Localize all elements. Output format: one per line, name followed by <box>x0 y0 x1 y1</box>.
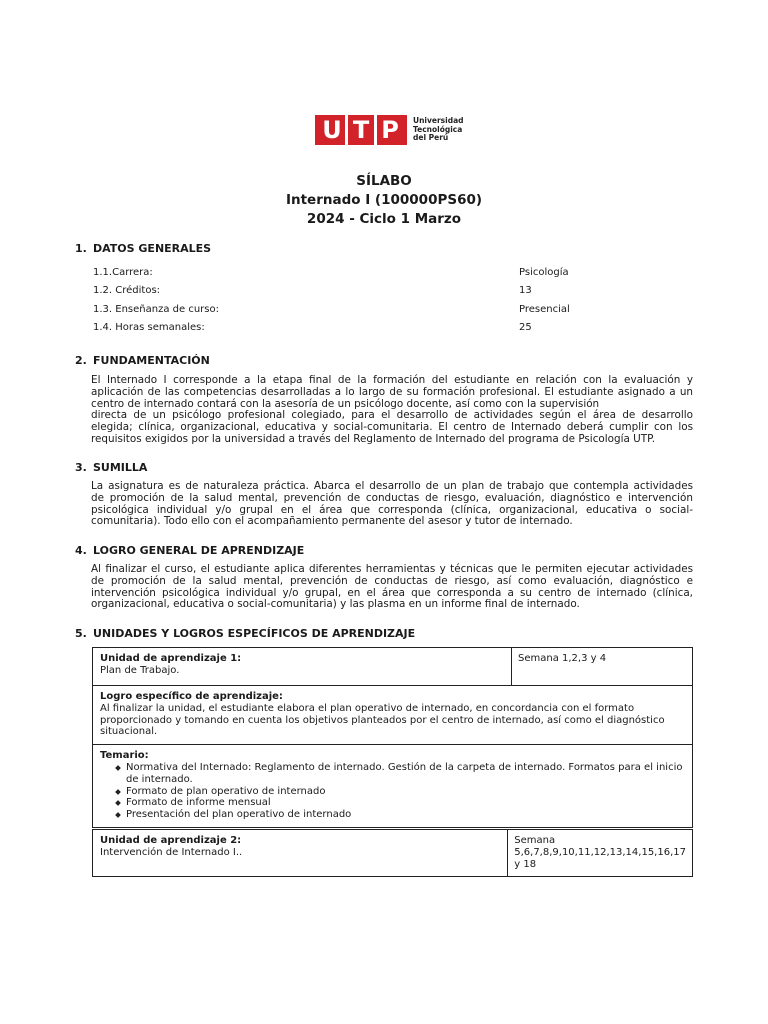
paragraph-line: aplicación de las competencias desarrolladas a lo largo de su formación profesional. El estudiante asignado a un <box>91 385 693 398</box>
fundamentacion-paragraph <box>91 375 693 446</box>
section-title: FUNDAMENTACIÓN <box>93 354 210 367</box>
unidad-weeks: Semana <box>514 835 556 846</box>
logo-letter-t: T <box>352 116 370 144</box>
unidad-weeks: Semana 1,2,3 y 4 <box>518 653 607 664</box>
unidad-1-logro-cell <box>93 686 692 744</box>
paragraph-line: organizacional, educativa o social-comunitaria) y las plasma en un informe final de internado. <box>91 598 580 611</box>
section-number: 4. <box>75 544 87 557</box>
datos-label: 1.2. Créditos: <box>93 285 161 296</box>
logro-line: proporcionado y tomando en cuenta los objetivos planteados por el centro de internado, así como el diagnóstico <box>100 714 665 726</box>
temario-item-text: de internado. <box>126 773 193 785</box>
sumilla-paragraph <box>91 481 693 528</box>
unidad-2-weeks-cell <box>508 830 692 876</box>
unidad-1-weeks-cell <box>512 648 692 685</box>
section-title: SUMILLA <box>93 461 148 474</box>
logro-line: Al finalizar la unidad, el estudiante elabora el plan operativo de internado, en concordancia con el formato <box>100 702 635 714</box>
logo-text-line: Universidad <box>413 116 464 126</box>
paragraph-line: comunitaria). Todo ello con el acompañamiento permanente del asesor y tutor de internado. <box>91 515 573 528</box>
section-number: 5. <box>75 627 87 640</box>
logo-text-line: del Perú <box>413 133 449 143</box>
unidad-1-name-cell <box>93 648 512 685</box>
section-heading-datos <box>75 242 211 255</box>
unidad-heading: Unidad de aprendizaje 1: <box>100 653 242 664</box>
paragraph-line: de promoción de la salud mental, prevención de conductas de riesgo, evaluación, diagnóstico e intervención <box>91 491 693 504</box>
temario-item-text: Formato de plan operativo de internado <box>126 785 326 797</box>
datos-value: 25 <box>519 322 532 333</box>
logo-wordmark <box>413 117 464 143</box>
section-number: 3. <box>75 461 87 474</box>
logo-text-line: Tecnológica <box>413 124 463 134</box>
temario-item-text: Normativa del Internado: Reglamento de internado. Gestión de la carpeta de internado. Formatos para el inicio <box>126 761 683 773</box>
document-title <box>0 172 768 229</box>
unidad-heading: Unidad de aprendizaje 2: <box>100 835 242 846</box>
section-title: DATOS GENERALES <box>93 242 212 255</box>
unidad-1-temario-row <box>93 745 692 827</box>
unidad-2-name-cell <box>93 830 508 876</box>
unidad-name: Intervención de Internado I.. <box>100 846 243 858</box>
title-silabo: SÍLABO <box>356 173 412 189</box>
section-number: 1. <box>75 242 87 255</box>
logro-general-paragraph <box>91 564 693 611</box>
section-heading-logro-general <box>75 544 304 557</box>
paragraph-line: centro de internado contará con la asesoría de un psicólogo docente, así como con la supervisión <box>91 397 600 410</box>
section-heading-fundamentacion <box>75 354 210 367</box>
title-course: Internado I (100000PS60) <box>285 192 483 208</box>
unidad-1-header-row <box>93 648 692 686</box>
unidad-1-table <box>92 647 693 828</box>
datos-row-creditos <box>93 285 613 296</box>
datos-value: 13 <box>519 285 532 296</box>
temario-item-text: Presentación del plan operativo de internado <box>126 809 352 821</box>
paragraph-line: psicológica individual y/o grupal en el área que corresponda (clínica, organizacional, educativa o social- <box>91 503 693 516</box>
temario-list <box>100 762 685 821</box>
datos-label: 1.3. Enseñanza de curso: <box>93 304 219 315</box>
paragraph-line: El Internado I corresponde a la etapa final de la formación del estudiante en relación con la evaluación y <box>91 374 693 386</box>
temario-item <box>126 786 685 798</box>
datos-label: 1.1.Carrera: <box>93 267 153 278</box>
logro-heading: Logro específico de aprendizaje: <box>100 691 283 702</box>
paragraph-line: directa de un psicólogo profesional colegiado, para el desarrollo de actividades según el área de desarrollo <box>91 409 693 422</box>
datos-row-ensenanza <box>93 304 613 315</box>
utp-logo <box>315 115 464 145</box>
paragraph-line: intervención psicológica individual y/o grupal, en el área que corresponda a su centro de internado (clínica, <box>91 586 693 599</box>
unidad-name: Plan de Trabajo. <box>100 664 180 676</box>
unidad-weeks: 5,6,7,8,9,10,11,12,13,14,15,16,17 <box>514 846 686 858</box>
title-cycle: 2024 - Ciclo 1 Marzo <box>306 211 462 227</box>
section-heading-sumilla <box>75 461 147 474</box>
unidad-1-logro-row <box>93 686 692 745</box>
paragraph-line: de promoción de la salud mental, prevención de conductas de riesgo, así como evaluación, diagnóstico e <box>91 574 693 587</box>
section-number: 2. <box>75 354 87 367</box>
logo-letter-u: U <box>322 116 342 144</box>
temario-item <box>126 809 685 821</box>
section-title: LOGRO GENERAL DE APRENDIZAJE <box>93 544 305 557</box>
datos-row-carrera <box>93 267 613 278</box>
unidad-2-header-row <box>93 830 692 876</box>
logo-mark <box>315 115 407 145</box>
datos-value: Psicología <box>519 267 569 278</box>
unidad-weeks: y 18 <box>514 858 537 870</box>
datos-value: Presencial <box>519 304 570 315</box>
paragraph-line: Al finalizar el curso, el estudiante aplica diferentes herramientas y técnicas que le permiten ejecutar actividades <box>91 563 693 575</box>
section-title: UNIDADES Y LOGROS ESPECÍFICOS DE APRENDIZAJE <box>93 627 416 640</box>
datos-label: 1.4. Horas semanales: <box>93 322 205 333</box>
section-heading-unidades <box>75 627 415 640</box>
unidad-1-temario-cell <box>93 745 692 827</box>
logro-line: situacional. <box>100 726 158 738</box>
temario-heading: Temario: <box>100 750 149 762</box>
paragraph-line: elegida; clínica, organizacional, educativa y social-comunitaria. El centro de Internado deberá cumplir con los <box>91 421 693 434</box>
unidad-2-table <box>92 829 693 877</box>
temario-item <box>126 797 685 809</box>
datos-row-horas <box>93 322 613 333</box>
temario-item-text: Formato de informe mensual <box>126 797 271 809</box>
logo-letter-p: P <box>381 116 399 144</box>
paragraph-line: La asignatura es de naturaleza práctica. Abarca el desarrollo de un plan de trabajo que contempla actividades <box>91 480 693 492</box>
temario-item <box>126 762 685 786</box>
paragraph-line: requisitos exigidos por la universidad a través del Reglamento de Internado del programa de Psicología UTP. <box>91 432 656 445</box>
